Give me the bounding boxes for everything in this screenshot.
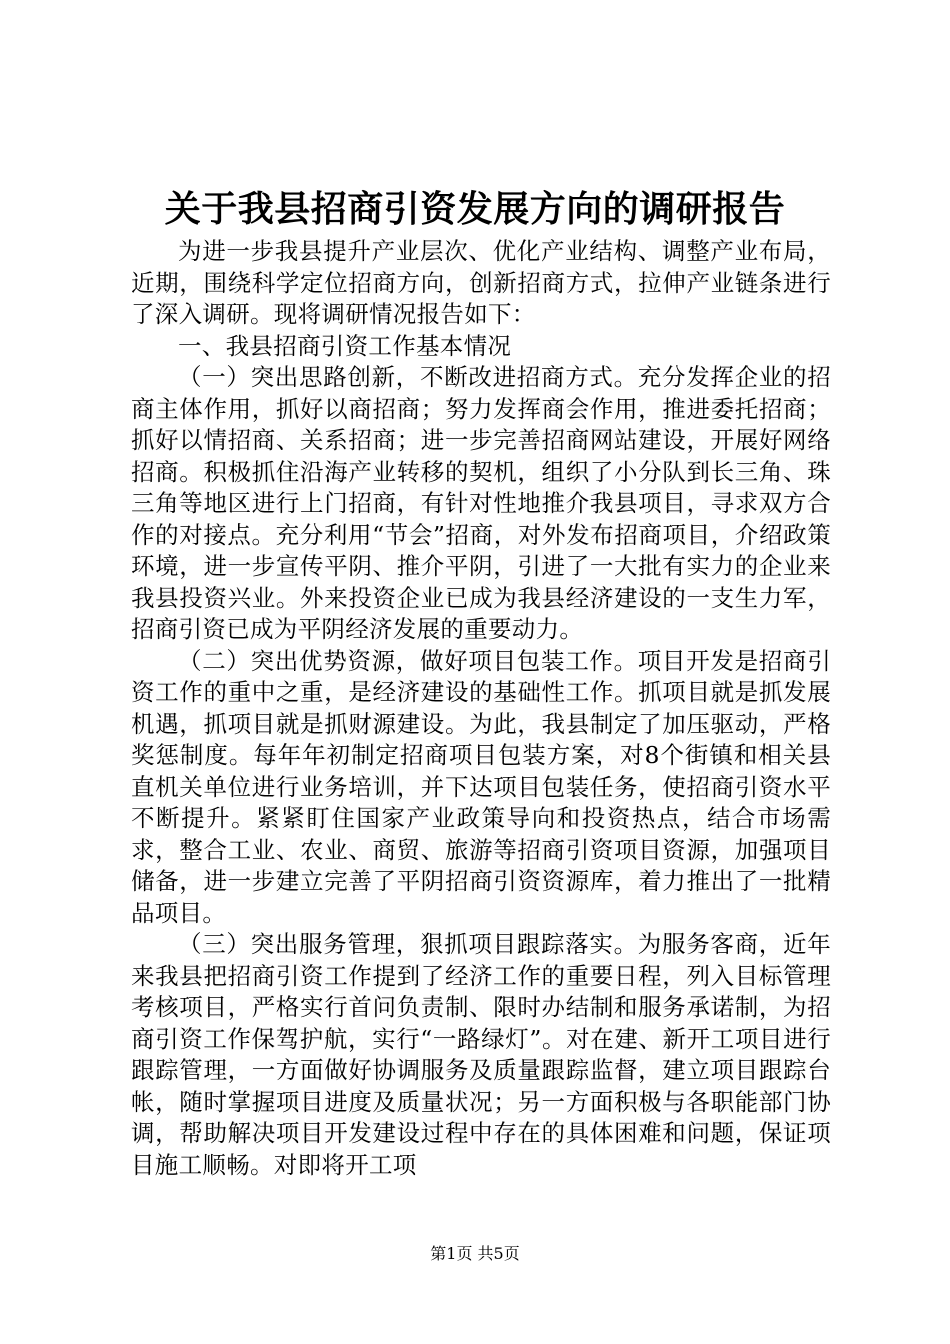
subsection-paragraph-3: （三）突出服务管理，狠抓项目跟踪落实。为服务客商，近年来我县把招商引资工作提到了经济工作的重要日程，列入目标管理考核项目，严格实行首问负责制、限时办结制和服务承诺制，为招商引资工作保驾护航，实行“一路绿灯”。对在建、新开工项目进行跟踪管理，一方面做好协调服务及质量跟踪监督，建立项目跟踪台帐，随时掌握项目进度及质量状况；另一方面积极与各职能部门协调，帮助解决项目开发建设过程中存在的具体困难和问题，保证项目施工顺畅。对即将开工项: [131, 930, 831, 1179]
section-heading: 一、我县招商引资工作基本情况: [178, 331, 512, 360]
page-number-footer: 第1页 共5页: [430, 1244, 520, 1263]
subsection-paragraph-1: （一）突出思路创新，不断改进招商方式。充分发挥企业的招商主体作用，抓好以商招商；努力发挥商会作用，推进委托招商；抓好以情招商、关系招商；进一步完善招商网站建设，开展好网络招商。积极抓住沿海产业转移的契机，组织了小分队到长三角、珠三角等地区进行上门招商，有针对性地推介我县项目，寻求双方合作的对接点。充分利用“节会”招商，对外发布招商项目，介绍政策环境，进一步宣传平阴、推介平阴，引进了一大批有实力的企业来我县投资兴业。外来投资企业已成为我县经济建设的一支生力军，招商引资已成为平阴经济发展的重要动力。: [131, 363, 831, 643]
document-body: [131, 236, 831, 1181]
intro-paragraph: 为进一步我县提升产业层次、优化产业结构、调整产业布局，近期，围绕科学定位招商方向，创新招商方式，拉伸产业链条进行了深入调研。现将调研情况报告如下：: [131, 237, 831, 328]
page-title: 关于我县招商引资发展方向的调研报告: [164, 188, 786, 230]
subsection-paragraph-2: （二）突出优势资源，做好项目包装工作。项目开发是招商引资工作的重中之重，是经济建设的基础性工作。抓项目就是抓发展机遇，抓项目就是抓财源建设。为此，我县制定了加压驱动，严格奖惩制度。每年年初制定招商项目包装方案，对8个街镇和相关县直机关单位进行业务培训，并下达项目包装任务，使招商引资水平不断提升。紧紧盯住国家产业政策导向和投资热点，结合市场需求，整合工业、农业、商贸、旅游等招商引资项目资源，加强项目储备，进一步建立完善了平阴招商引资资源库，着力推出了一批精品项目。: [131, 646, 831, 927]
